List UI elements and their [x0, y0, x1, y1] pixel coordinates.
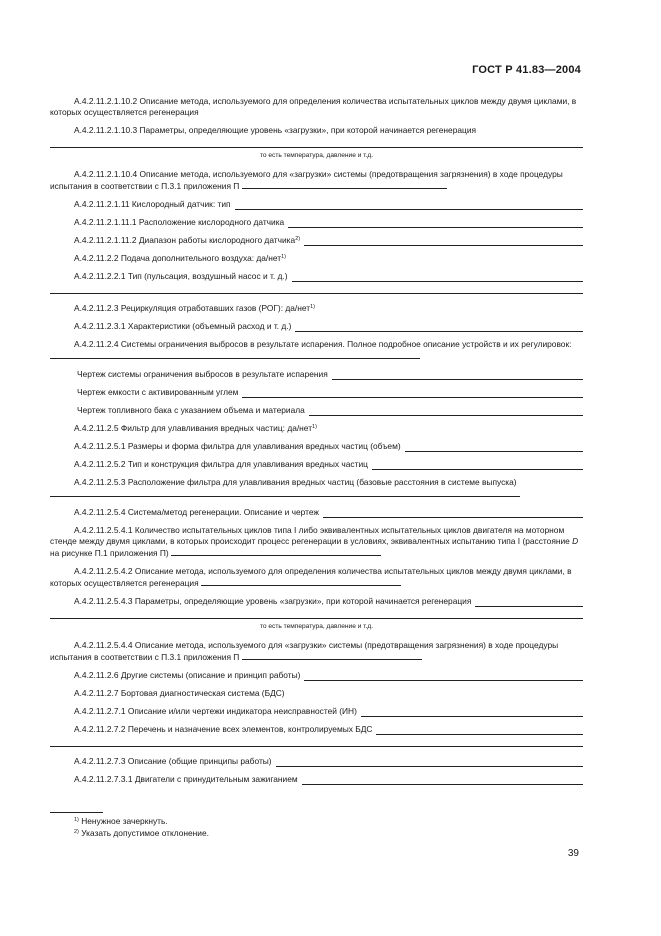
- item-loading-method-2: A.4.2.11.2.5.4.4 Описание метода, используемого для «загрузки» системы (предотвращения загрязнения) в ходе процедуры испытания в соответствии с П.3.1 приложения П: [50, 640, 559, 662]
- item-secondary-air-type: A.4.2.11.2.2.1 Тип (пульсация, воздушный насос и т. д.): [50, 271, 583, 282]
- answer-line[interactable]: [405, 443, 583, 452]
- answer-line[interactable]: [304, 237, 583, 246]
- item-regeneration-cycles-count: A.4.2.11.2.5.4.1 Количество испытательных циклов типа I либо эквивалентных испытательных циклов двигателя на моторном стенде между двумя циклами, в которых происходит процесс регенерации в условиях, эквивалентных испытанию типа I (расстояние D на рисунке П.1 приложения П): [50, 525, 579, 558]
- item-positive-ignition: A.4.2.11.2.7.3.1 Двигатели с принудительным зажиганием: [50, 774, 583, 785]
- item-loading-method: A.4.2.11.2.1.10.4 Описание метода, используемого для «загрузки» системы (предотвращения загрязнения) в ходе процедуры испытания в соответствии с П.3.1 приложения П: [50, 169, 563, 191]
- form-content: [50, 96, 583, 792]
- item-oxygen-sensor-type: A.4.2.11.2.1.11 Кислородный датчик: тип: [50, 199, 583, 210]
- standard-designation: ГОСТ Р 41.83—2004: [472, 64, 581, 76]
- answer-line[interactable]: [323, 509, 583, 518]
- answer-line[interactable]: [50, 488, 520, 497]
- answer-line[interactable]: [292, 273, 583, 282]
- item-obd-components: A.4.2.11.2.7.2 Перечень и назначение всех элементов, контролируемых БДС: [50, 724, 583, 735]
- item-secondary-air: A.4.2.11.2.2 Подача дополнительного воздуха: да/нет$^{1)}$: [74, 253, 286, 263]
- answer-line[interactable]: [376, 726, 583, 735]
- answer-line[interactable]: [242, 180, 447, 189]
- item-canister-drawing: Чертеж емкости с активированным углем: [50, 387, 583, 398]
- item-regeneration-cycles-method: A.4.2.11.2.1.10.2 Описание метода, используемого для определения количества испытательных циклов между двумя циклами, в которых осуществляется регенерация: [50, 96, 577, 117]
- footnote-1: $^{1)}$ Ненужное зачеркнуть.: [74, 816, 168, 826]
- answer-line[interactable]: [302, 776, 583, 785]
- answer-line[interactable]: [242, 651, 422, 660]
- item-mi-description: A.4.2.11.2.7.1 Описание и/или чертежи индикатора неисправностей (ИН): [50, 706, 583, 717]
- answer-line[interactable]: [171, 547, 381, 556]
- item-oxygen-sensor-range: A.4.2.11.2.1.11.2 Диапазон работы кислородного датчика$^{2)}$: [50, 235, 583, 246]
- item-loading-level-parameters: A.4.2.11.2.1.10.3 Параметры, определяющие уровень «загрузки», при которой начинается регенерация: [74, 125, 477, 135]
- item-fuel-tank-drawing: Чертеж топливного бака с указанием объема и материала: [50, 405, 583, 416]
- item-filter-location: A.4.2.11.2.5.3 Расположение фильтра для улавливания вредных частиц (базовые расстояния в системе выпуска): [50, 477, 583, 500]
- answer-line[interactable]: [50, 289, 583, 294]
- answer-line[interactable]: [304, 672, 583, 681]
- answer-line[interactable]: [309, 407, 583, 416]
- footnotes: [74, 815, 209, 839]
- page-number: 39: [567, 848, 579, 859]
- item-evaporative-drawing: Чертеж системы ограничения выбросов в результате испарения: [50, 369, 583, 380]
- answer-line[interactable]: [288, 219, 583, 228]
- answer-line[interactable]: [361, 708, 583, 717]
- answer-line[interactable]: [295, 323, 583, 332]
- item-filter-dimensions: A.4.2.11.2.5.1 Размеры и форма фильтра для улавливания вредных частиц (объем): [50, 441, 583, 452]
- item-regeneration-system: A.4.2.11.2.5.4 Система/метод регенерации. Описание и чертеж: [50, 507, 583, 518]
- item-egr: A.4.2.11.2.3 Рециркуляция отработавших газов (РОГ): да/нет$^{1)}$: [74, 303, 315, 313]
- line-caption: то есть температура, давление и т.д.: [259, 623, 374, 630]
- item-regeneration-cycles-method-2: A.4.2.11.2.5.4.2 Описание метода, используемого для определения количества испытательных циклов между двумя циклами, в которых осуществляется регенерация: [50, 566, 572, 588]
- item-loading-level-parameters-2: A.4.2.11.2.5.4.3 Параметры, определяющие уровень «загрузки», при которой начинается регенерация: [50, 596, 583, 607]
- footnote-2: $^{2)}$ Указать допустимое отклонение.: [74, 828, 209, 838]
- line-caption: то есть температура, давление и т.д.: [259, 152, 374, 159]
- item-evaporative-systems: A.4.2.11.2.4 Системы ограничения выбросов в результате испарения. Полное подробное описание устройств и их регулировок:: [50, 339, 583, 362]
- item-other-systems: A.4.2.11.2.6 Другие системы (описание и принцип работы): [50, 670, 583, 681]
- answer-line[interactable]: [332, 371, 583, 380]
- answer-line[interactable]: [475, 598, 583, 607]
- item-oxygen-sensor-location: A.4.2.11.2.1.11.1 Расположение кислородного датчика: [50, 217, 583, 228]
- answer-line[interactable]: [50, 350, 420, 359]
- answer-line[interactable]: [50, 143, 583, 148]
- answer-line[interactable]: [50, 614, 583, 619]
- item-particulate-filter: A.4.2.11.2.5 Фильтр для улавливания вредных частиц: да/нет$^{1)}$: [74, 423, 317, 433]
- answer-line[interactable]: [235, 201, 583, 210]
- answer-line[interactable]: [242, 389, 583, 398]
- answer-line[interactable]: [50, 742, 583, 747]
- item-filter-type: A.4.2.11.2.5.2 Тип и конструкция фильтра для улавливания вредных частиц: [50, 459, 583, 470]
- answer-line[interactable]: [276, 758, 583, 767]
- item-obd: A.4.2.11.2.7 Бортовая диагностическая система (БДС): [74, 688, 285, 698]
- answer-line[interactable]: [201, 577, 401, 586]
- item-obd-principles: A.4.2.11.2.7.3 Описание (общие принципы работы): [50, 756, 583, 767]
- footnote-separator: [50, 812, 103, 813]
- answer-line[interactable]: [372, 461, 583, 470]
- item-egr-characteristics: A.4.2.11.2.3.1 Характеристики (объемный расход и т. д.): [50, 321, 583, 332]
